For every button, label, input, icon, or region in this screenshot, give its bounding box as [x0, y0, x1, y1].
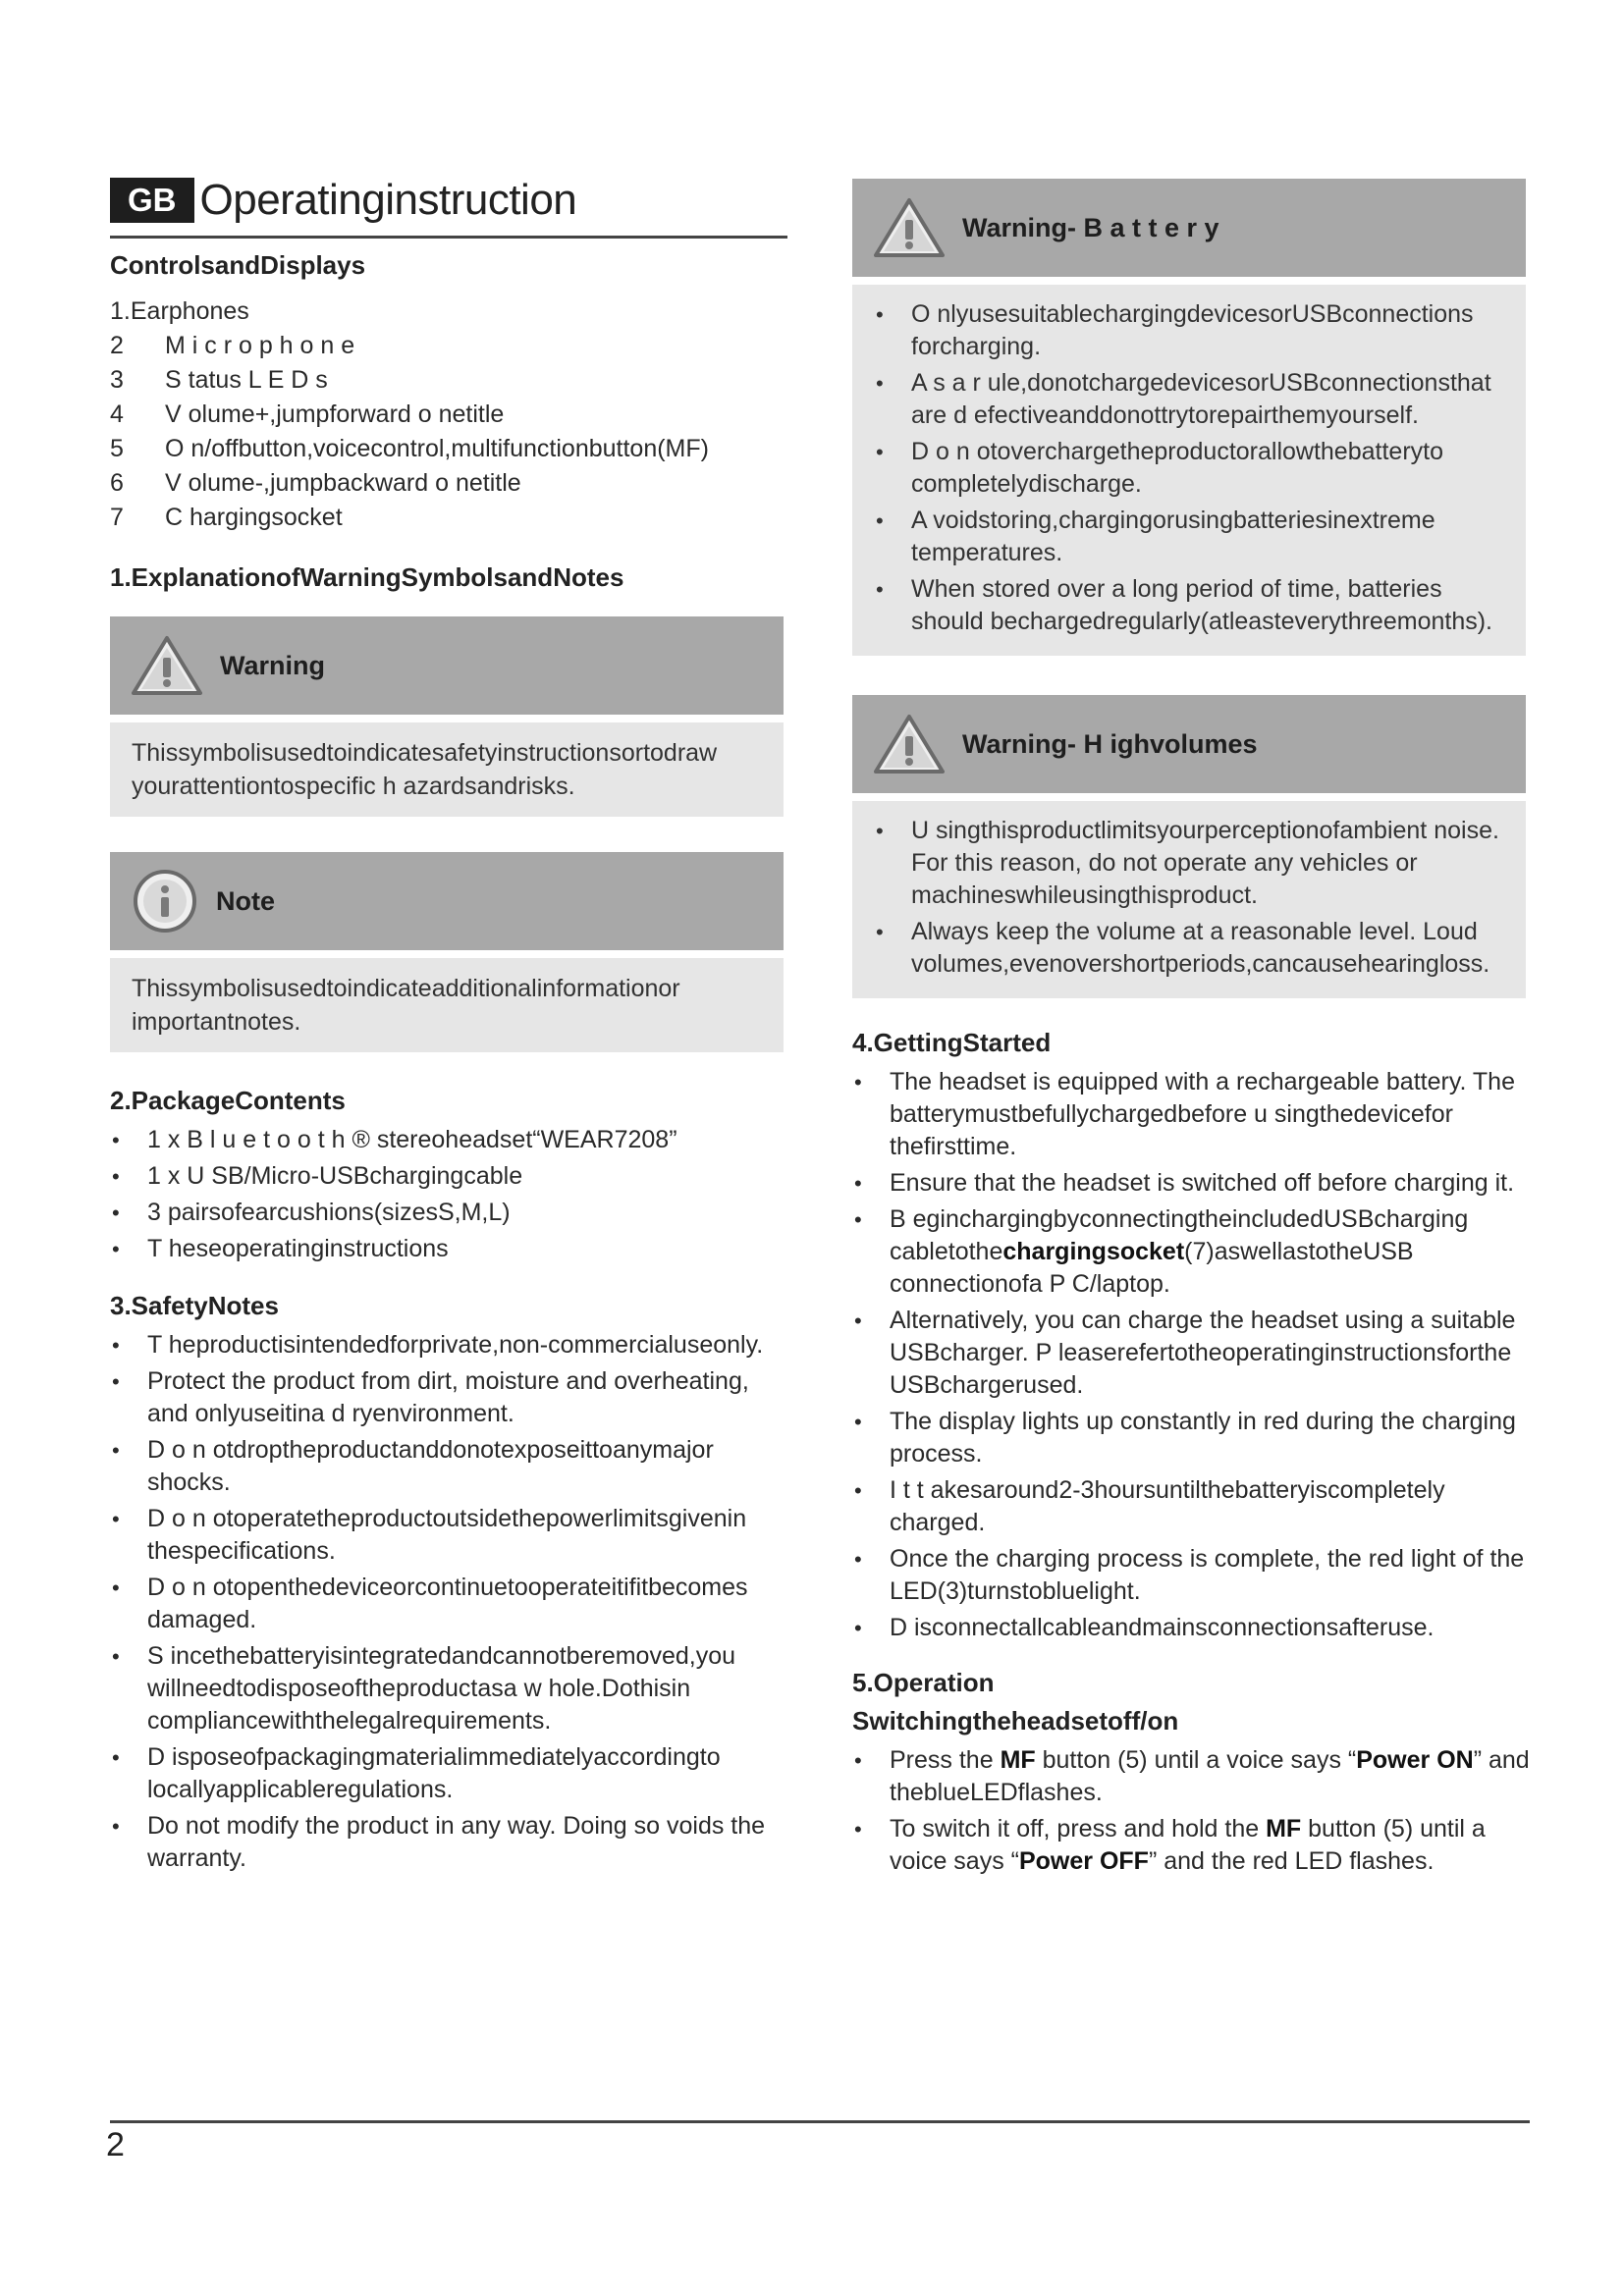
list-item [110, 432, 787, 466]
item-text: Press the [890, 1746, 1001, 1774]
note-box [110, 852, 784, 1052]
warning-description: Thissymbolisusedtoindicatesafetyinstructionsortodraw yourattentiontospecific h azardsandrisks. [110, 722, 784, 817]
list-item: • T heproductisintendedforprivate,non-commercialuseonly. [110, 1329, 787, 1362]
item-text: button (5) until a voice says “ [1035, 1746, 1357, 1774]
getting-started-list [852, 1066, 1530, 1644]
list-item: • A s a r ule,donotchargedevicesorUSBconnectionsthat are d efectiveanddonottrytorepairthemyourself. [874, 367, 1504, 432]
list-item: • Ensure that the headset is switched off before charging it. [852, 1167, 1530, 1200]
note-description: Thissymbolisusedtoindicateadditionalinformationor importantnotes. [110, 958, 784, 1052]
warning-triangle-icon [874, 713, 945, 775]
warning-box-header [110, 616, 784, 715]
warning-triangle-icon [874, 196, 945, 259]
item-text: S tatus L E D s [165, 366, 328, 394]
safety-section [110, 1291, 787, 1875]
title-divider [110, 236, 787, 239]
list-item: • The display lights up constantly in red during the charging process. [852, 1406, 1530, 1470]
list-item [852, 1203, 1530, 1301]
list-item: • 3 pairsofearcushions(sizesS,M,L) [110, 1197, 787, 1229]
list-item: • Protect the product from dirt, moisture and overheating, and onlyuseitina d ryenvironment. [110, 1365, 787, 1430]
list-item: • Once the charging process is complete, the red light of the LED(3)turnstobluelight. [852, 1543, 1530, 1608]
getting-started-heading: 4.GettingStarted [852, 1028, 1052, 1057]
page-number: 2 [106, 2126, 125, 2163]
volume-warning-list [874, 815, 1504, 981]
page-title: Operatinginstruction [199, 176, 577, 224]
item-text: B eginchargingbyconnectingtheincludedUSBcharging cabletothe [890, 1205, 1469, 1265]
getting-started-section [852, 1028, 1530, 1644]
item-bold-text: Power ON [1356, 1746, 1474, 1774]
item-text: M i c r o p h o n e [165, 332, 355, 359]
info-icon [132, 868, 198, 934]
operation-subheading: Switchingtheheadsetoff/on [852, 1706, 1179, 1735]
operation-list [852, 1744, 1530, 1878]
title-row [110, 175, 787, 226]
list-item: • O nlyusesuitablechargingdevicesorUSBconnections forcharging. [874, 298, 1504, 363]
list-item: • D o n otoperatetheproductoutsidethepowerlimitsgivenin thespecifications. [110, 1503, 787, 1568]
battery-warning-body [852, 285, 1526, 656]
item-text: V olume-,jumpbackward o netitle [165, 469, 521, 497]
language-badge: GB [110, 178, 194, 223]
item-number: 7 [110, 504, 124, 531]
list-item: • D o n otoverchargetheproductorallowthebatteryto completelydischarge. [874, 436, 1504, 501]
item-text: V olume+,jumpforward o netitle [165, 400, 505, 428]
item-number: 2 [110, 332, 124, 359]
operation-heading: 5.Operation [852, 1668, 995, 1697]
list-item: • T heseoperatinginstructions [110, 1233, 787, 1265]
package-list [110, 1124, 787, 1265]
item-number: 4 [110, 400, 124, 428]
item-text: button (5) until a voice says “ [890, 1815, 1486, 1875]
item-text: ” and the red LED flashes. [1148, 1847, 1435, 1875]
list-item: • Alternatively, you can charge the headset using a suitable USBcharger. P leaserefertotheoperatinginstructionsforthe USBchargerused. [852, 1305, 1530, 1402]
controls-list [110, 294, 787, 535]
list-item: • 1 x B l u e t o o t h ® stereoheadset“WEAR7208” [110, 1124, 787, 1156]
safety-heading: 3.SafetyNotes [110, 1291, 279, 1320]
list-item: • Always keep the volume at a reasonable level. Loud volumes,evenovershortperiods,cancausehearingloss. [874, 916, 1504, 981]
right-column [852, 179, 1530, 1882]
controls-heading: ControlsandDisplays [110, 250, 366, 280]
item-bold-text: Power OFF [1018, 1847, 1149, 1875]
list-item [110, 501, 787, 535]
list-item: • When stored over a long period of time, batteries should bechargedregularly(atleasteverythreemonths). [874, 573, 1504, 638]
list-item: • D isconnectallcableandmainsconnectionsafteruse. [852, 1612, 1530, 1644]
list-item: • Do not modify the product in any way. Doing so voids the warranty. [110, 1810, 787, 1875]
volume-warning-box [852, 695, 1526, 998]
list-item [110, 363, 787, 398]
footer-divider [110, 2120, 1530, 2123]
volume-warning-body [852, 801, 1526, 998]
battery-warning-label: Warning- B a t t e r y [962, 212, 1219, 242]
item-number: 5 [110, 435, 124, 462]
volume-warning-label: Warning- H ighvolumes [962, 728, 1258, 759]
list-item: • U singthisproductlimitsyourperceptionofambient noise. For this reason, do not operate any vehicles or machineswhileusingthisproduct. [874, 815, 1504, 912]
item-text: O n/offbutton,voicecontrol,multifunctionbutton(MF) [165, 435, 709, 462]
list-item [110, 329, 787, 363]
warning-triangle-icon [132, 634, 202, 697]
list-item [852, 1744, 1530, 1809]
item-bold-text: MF [1000, 1746, 1036, 1774]
list-item: • D o n otdroptheproductanddonotexposeittoanymajor shocks. [110, 1434, 787, 1499]
item-text: (7)aswellastotheUSB connectionofa P C/laptop. [890, 1238, 1414, 1298]
warning-label: Warning [220, 650, 325, 680]
item-bold-text: chargingsocket [1002, 1238, 1185, 1265]
controls-section [110, 250, 787, 535]
list-item: • D o n otopenthedeviceorcontinuetooperateitifitbecomes damaged. [110, 1572, 787, 1636]
list-item [110, 294, 787, 329]
list-item: • I t t akesaround2-3hoursuntilthebatteryiscompletely charged. [852, 1474, 1530, 1539]
item-bold-text: MF [1266, 1815, 1302, 1842]
note-box-header [110, 852, 784, 950]
item-number: 1. [110, 297, 131, 325]
warning-box [110, 616, 784, 817]
item-number: 6 [110, 469, 124, 497]
list-item [110, 466, 787, 501]
list-item: • The headset is equipped with a rechargeable battery. The batterymustbefullychargedbefore u singthedevicefor thefirsttime. [852, 1066, 1530, 1163]
note-label: Note [216, 885, 275, 916]
package-section [110, 1086, 787, 1265]
item-text: ” and theblueLEDflashes. [890, 1746, 1530, 1806]
explanation-section [110, 562, 787, 1052]
volume-warning-header [852, 695, 1526, 793]
list-item: • A voidstoring,chargingorusingbatteriesinextreme temperatures. [874, 505, 1504, 569]
list-item: • S incethebatteryisintegratedandcannotberemoved,you willneedtodisposeoftheproductasa w hole.Dothisin compliancewiththelegalrequirements. [110, 1640, 787, 1737]
list-item: • D isposeofpackagingmaterialimmediatelyaccordingto locallyapplicableregulations. [110, 1741, 787, 1806]
safety-list [110, 1329, 787, 1875]
list-item [852, 1813, 1530, 1878]
item-text: C hargingsocket [165, 504, 343, 531]
explanation-heading: 1.ExplanationofWarningSymbolsandNotes [110, 562, 624, 592]
left-column [110, 175, 787, 1879]
battery-warning-header [852, 179, 1526, 277]
package-heading: 2.PackageContents [110, 1086, 346, 1115]
battery-warning-list [874, 298, 1504, 638]
battery-warning-box [852, 179, 1526, 656]
list-item [110, 398, 787, 432]
operation-section [852, 1668, 1530, 1878]
list-item: • 1 x U SB/Micro-USBchargingcable [110, 1160, 787, 1193]
item-text: To switch it off, press and hold the [890, 1815, 1267, 1842]
item-number: 3 [110, 366, 124, 394]
item-text: Earphones [130, 297, 249, 325]
